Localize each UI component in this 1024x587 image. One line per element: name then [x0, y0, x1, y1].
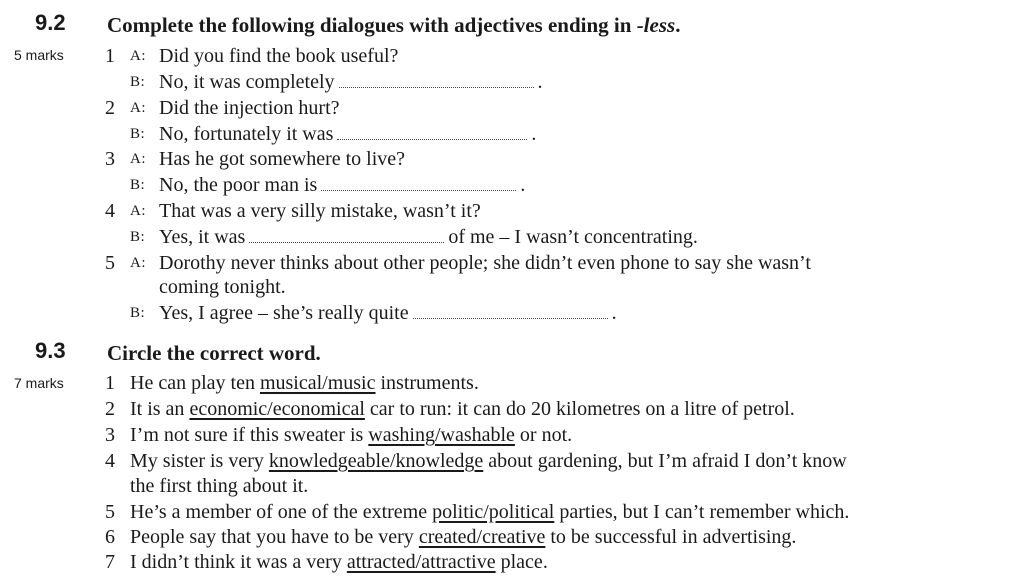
dialogue-text: No, it was completely — [159, 71, 335, 93]
question-text: to be successful in advertising. — [550, 526, 797, 548]
dialogue-text: Did the injection hurt? — [159, 97, 340, 119]
question-text: or not. — [519, 424, 573, 446]
answer-blank[interactable] — [321, 176, 516, 191]
dialogue-text: No, the poor man is — [159, 174, 318, 196]
dialogue-text: Yes, I agree – she’s really quite — [159, 302, 409, 324]
item-number: 4 — [105, 200, 115, 222]
question-text: parties, but I can’t remember which. — [559, 501, 850, 523]
question-text: People say that you have to be very — [130, 526, 414, 548]
speaker-label: B: — [130, 74, 146, 90]
dialogue-text: Yes, it was — [159, 226, 246, 248]
question-text: I’m not sure if this sweater is — [130, 424, 364, 446]
dialogue-text: . — [611, 302, 617, 324]
item-number: 7 — [105, 551, 115, 573]
exercise-number: 9.3 — [35, 338, 66, 363]
answer-blank[interactable] — [413, 304, 608, 319]
dialogue-text: . — [531, 123, 537, 145]
title-suffix: -less — [636, 13, 676, 37]
dialogue-text: Did you find the book useful? — [159, 45, 399, 67]
word-choice[interactable]: washing/washable — [368, 424, 515, 446]
speaker-label: B: — [130, 126, 146, 142]
word-choice[interactable]: created/creative — [418, 526, 546, 548]
answer-blank[interactable] — [337, 125, 527, 140]
word-choice[interactable]: economic/economical — [189, 398, 365, 420]
speaker-label: B: — [130, 177, 146, 193]
word-choice[interactable]: musical/music — [259, 372, 376, 394]
exercise-title: Circle the correct word. — [107, 341, 321, 365]
speaker-label: B: — [130, 229, 146, 245]
question-text: instruments. — [380, 372, 479, 394]
exercise-number: 9.2 — [35, 10, 66, 35]
question-text: the first thing about it. — [130, 475, 309, 497]
item-number: 3 — [105, 424, 115, 446]
item-number: 1 — [105, 45, 115, 67]
exercise-title — [107, 13, 680, 38]
dialogue-text: . — [537, 71, 543, 93]
word-choice[interactable]: knowledgeable/knowledge — [268, 450, 484, 472]
item-number: 5 — [105, 252, 115, 274]
item-number: 4 — [105, 450, 115, 472]
dialogue-text: No, fortunately it was — [159, 123, 334, 145]
dialogue-text: Has he got somewhere to live? — [159, 148, 406, 170]
dialogue-text: Dorothy never thinks about other people; she didn’t even phone to say she wasn’t — [159, 252, 811, 274]
question-text: He’s a member of one of the extreme — [130, 501, 428, 523]
speaker-label: A: — [130, 100, 146, 116]
question-text: My sister is very — [130, 450, 264, 472]
item-number: 2 — [105, 97, 115, 119]
question-text: place. — [500, 551, 548, 573]
question-text: He can play ten — [130, 372, 255, 394]
marks-label: 7 marks — [14, 375, 64, 391]
question-text: It is an — [130, 398, 185, 420]
title-text: Complete the following dialogues with adjectives ending in — [107, 13, 637, 37]
item-number: 3 — [105, 148, 115, 170]
marks-label: 5 marks — [14, 47, 64, 63]
item-number: 5 — [105, 501, 115, 523]
speaker-label: A: — [130, 151, 146, 167]
dialogue-text: of me – I wasn’t concentrating. — [448, 226, 698, 248]
dialogue-text: That was a very silly mistake, wasn’t it? — [159, 200, 481, 222]
question-text: I didn’t think it was a very — [130, 551, 342, 573]
answer-blank[interactable] — [249, 228, 444, 243]
word-choice[interactable]: attracted/attractive — [346, 551, 496, 573]
question-text: car to run: it can do 20 kilometres on a litre of petrol. — [369, 398, 795, 420]
speaker-label: A: — [130, 48, 146, 64]
title-end: . — [675, 13, 681, 37]
speaker-label: A: — [130, 203, 146, 219]
answer-blank[interactable] — [339, 73, 534, 88]
question-text: about gardening, but I’m afraid I don’t know — [488, 450, 847, 472]
item-number: 2 — [105, 398, 115, 420]
item-number: 1 — [105, 372, 115, 394]
speaker-label: B: — [130, 305, 146, 321]
dialogue-text: . — [520, 174, 526, 196]
speaker-label: A: — [130, 255, 146, 271]
dialogue-text: coming tonight. — [159, 276, 286, 298]
word-choice[interactable]: politic/political — [432, 501, 555, 523]
item-number: 6 — [105, 526, 115, 548]
